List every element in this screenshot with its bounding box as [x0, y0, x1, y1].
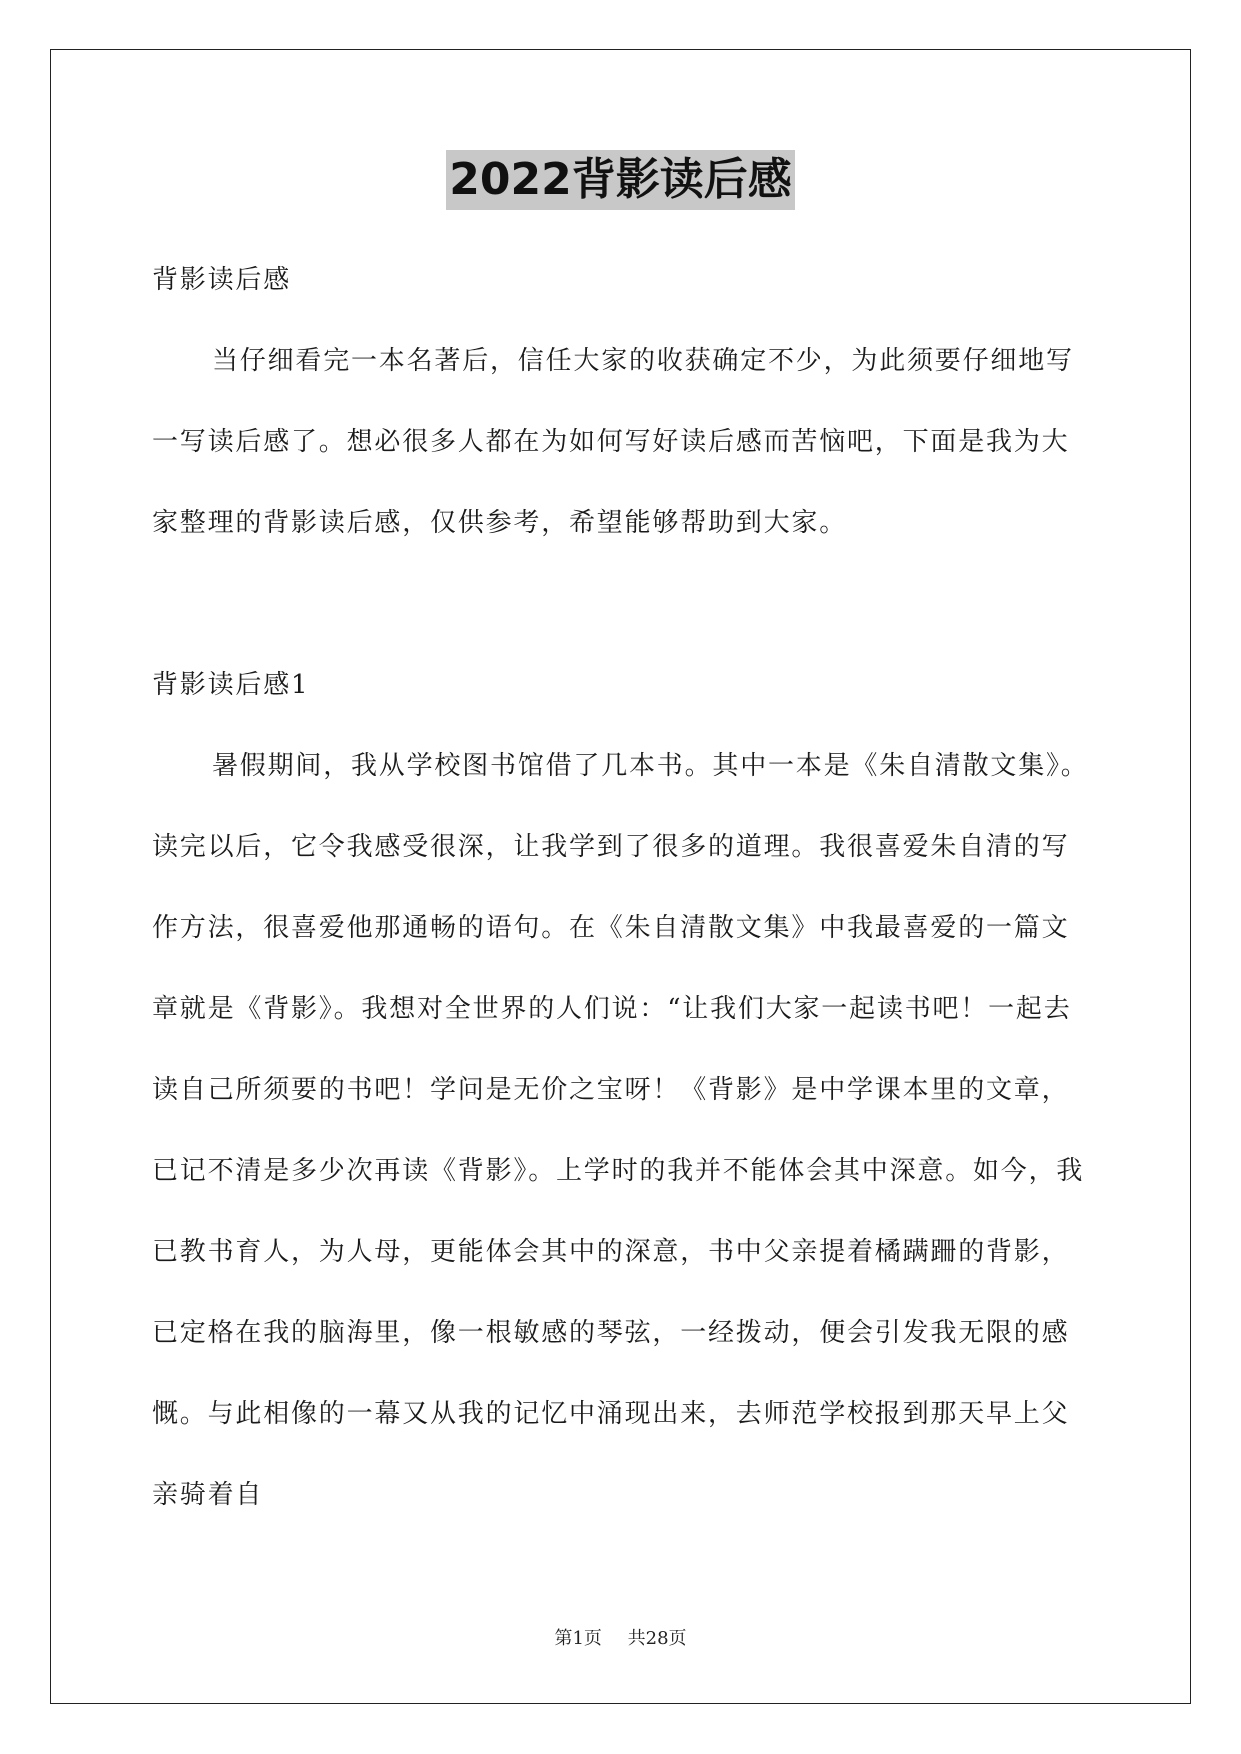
- essay-heading: 背影读后感1: [152, 670, 310, 700]
- essay-paragraph: 暑假期间，我从学校图书馆借了几本书。其中一本是《朱自清散文集》。读完以后，它令我感受很深，让我学到了很多的道理。我很喜爱朱自清的写作方法，很喜爱他那通畅的语句。在《朱自清散文集》中我最喜爱的一篇文章就是《背影》。我想对全世界的人们说：“让我们大家一起读书吧！一起去读自己所须要的书吧！学问是无价之宝呀！《背影》是中学课本里的文章，已记不清是多少次再读《背影》。上学时的我并不能体会其中深意。如今，我已教书育人，为人母，更能体会其中的深意，书中父亲提着橘蹒跚的背影，已定格在我的脑海里，像一根敏感的琴弦，一经拨动，便会引发我无限的感慨。与此相像的一幕又从我的记忆中涌现出来，去师范学校报到那天早上父亲骑着自: [152, 751, 1089, 1510]
- page-footer: [0, 1624, 1241, 1650]
- document-body: [152, 240, 1092, 1536]
- section-heading: 背影读后感: [152, 265, 292, 295]
- document-title: 2022背影读后感: [446, 150, 794, 210]
- page-number: 第1页: [554, 1628, 602, 1649]
- title-container: [0, 150, 1241, 210]
- page-total: 共28页: [627, 1628, 687, 1649]
- intro-paragraph: 当仔细看完一本名著后，信任大家的收获确定不少，为此须要仔细地写一写读后感了。想必很多人都在为如何写好读后感而苦恼吧，下面是我为大家整理的背影读后感，仅供参考，希望能够帮助到大家。: [152, 346, 1074, 538]
- paragraph-spacer: [152, 564, 1092, 645]
